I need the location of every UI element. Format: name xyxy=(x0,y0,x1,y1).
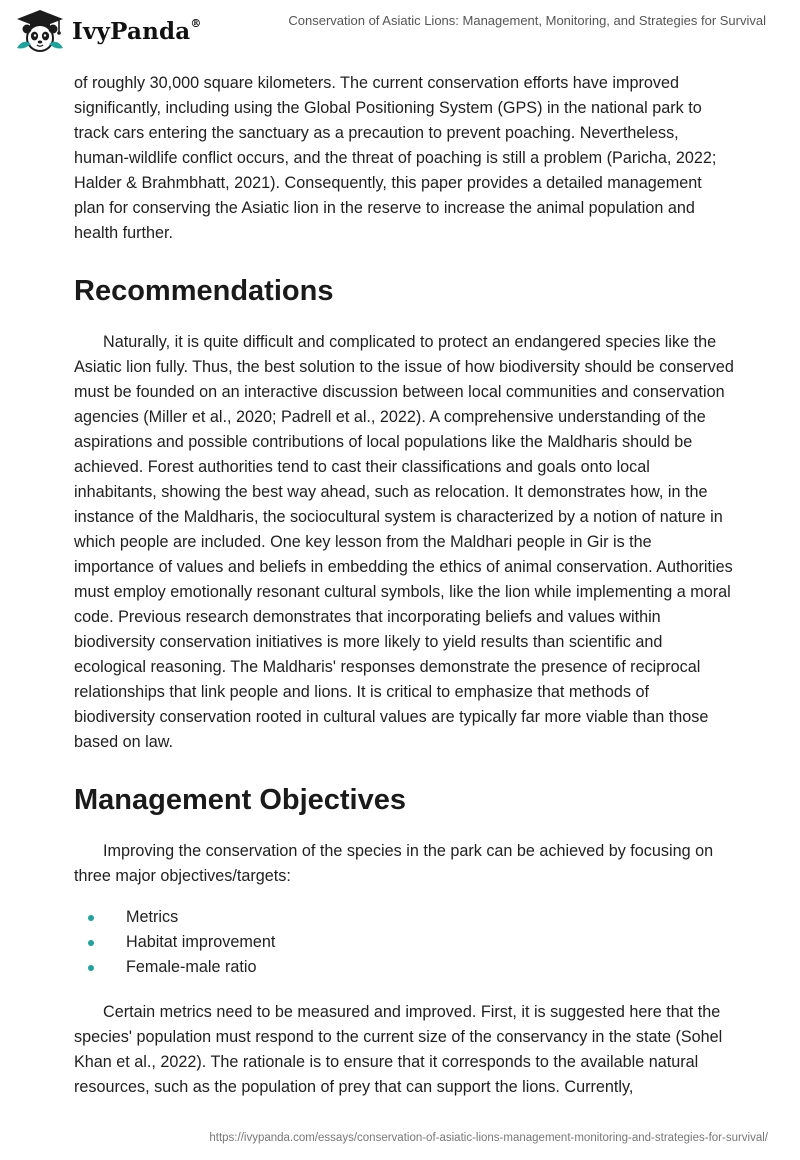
panda-graduate-icon xyxy=(14,8,66,54)
bullet-icon xyxy=(88,915,94,921)
list-item-label: Metrics xyxy=(126,908,179,926)
intro-paragraph: of roughly 30,000 square kilometers. The current conservation efforts have improved significantly, including using the Global Positioning System (GPS) in the national park to track cars entering the sanctuary as a precaution to prevent poaching. Nevertheless, human-wildlife conflict occurs, and the threat of poaching is still a problem (Paricha, 2022; Halder & Brahmbhatt, 2021). Consequently, this paper provides a detailed management plan for conserving the Asiatic lion in the reserve to increase the animal population and health further. xyxy=(74,74,717,242)
recommendations-paragraph: Naturally, it is quite difficult and complicated to protect an endangered species like the Asiatic lion fully. Thus, the best solution to the issue of how biodiversity should be conserved must be founded on an interactive discussion between local communities and conservation agencies (Miller et al., 2020; Padrell et al., 2022). A comprehensive understanding of the aspirations and possible contributions of local populations like the Maldharis should be achieved. Forest authorities tend to cast their classifications and goals onto local inhabitants, showing the best way ahead, such as relocation. It demonstrates how, in the instance of the Maldharis, the sociocultural system is characterized by a notion of nature in which people are included. One key lesson from the Maldhari people in Gir is the importance of values and beliefs in embedding the ethics of animal conservation. Authorities must employ emotionally resonant cultural symbols, like the lion while implementing a moral code. Previous research demonstrates that incorporating beliefs and values within biodiversity conservation initiatives is more likely to yield results than scientific and ecological reasoning. The Maldharis' responses demonstrate the presence of reciprocal relationships that link people and lions. It is critical to emphasize that methods of biodiversity conservation rooted in cultural values are typically far more viable than those based on law. xyxy=(74,333,734,751)
ivypanda-logo[interactable] xyxy=(14,8,202,54)
bullet-icon xyxy=(88,940,94,946)
list-item-label: Habitat improvement xyxy=(126,933,276,951)
recommendations-heading: Recommendations xyxy=(74,275,334,307)
list-item xyxy=(74,905,734,930)
page-header xyxy=(0,0,800,62)
bullet-icon xyxy=(88,965,94,971)
source-url[interactable]: https://ivypanda.com/essays/conservation-of-asiatic-lions-management-monitoring-and-strategies-for-survival/ xyxy=(209,1132,768,1144)
registered-mark: ® xyxy=(190,16,202,30)
objectives-list xyxy=(74,905,734,980)
metrics-paragraph: Certain metrics need to be measured and improved. First, it is suggested here that the species' population must respond to the current size of the conservancy in the state (Sohel Khan et al., 2022). The rationale is to ensure that it corresponds to the available natural resources, such as the population of prey that can support the lions. Currently, xyxy=(74,1003,723,1096)
list-item-label: Female-male ratio xyxy=(126,958,257,976)
essay-body xyxy=(74,71,734,1100)
management-objectives-heading: Management Objectives xyxy=(74,784,406,816)
document-running-title: Conservation of Asiatic Lions: Management, Monitoring, and Strategies for Survival xyxy=(288,13,766,28)
list-item xyxy=(74,955,734,980)
objectives-intro-paragraph: Improving the conservation of the species in the park can be achieved by focusing on three major objectives/targets: xyxy=(74,842,714,885)
list-item xyxy=(74,930,734,955)
logo-text: IvyPanda® xyxy=(72,16,202,45)
